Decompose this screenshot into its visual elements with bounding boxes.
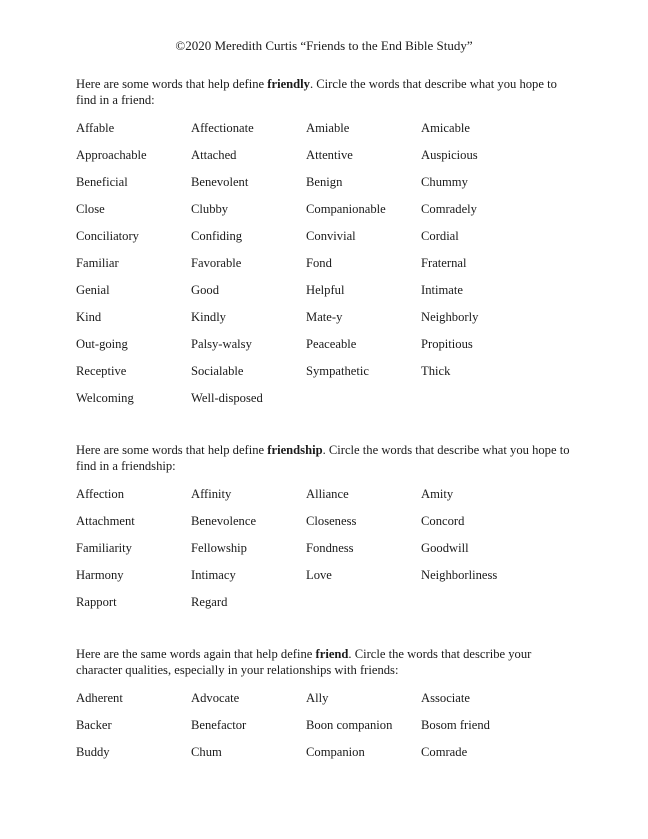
word-item[interactable]: Clubby <box>191 202 229 216</box>
word-item[interactable]: Associate <box>421 691 470 705</box>
word-item[interactable]: Attachment <box>76 514 135 528</box>
word-item[interactable]: Confiding <box>191 229 243 243</box>
intro-text: . Circle the words that describe your character qualities, especially in your relationships with friends: <box>76 647 532 677</box>
word-item[interactable]: Peaceable <box>306 337 357 351</box>
word-item[interactable]: Favorable <box>191 256 242 270</box>
intro-text: Here are the same words again that help define <box>76 647 316 661</box>
word-item[interactable]: Companionable <box>306 202 386 216</box>
word-item[interactable]: Intimate <box>421 283 463 297</box>
word-item[interactable]: Affectionate <box>191 121 254 135</box>
intro-text: . Circle the words that describe what you hope to find in a friendship: <box>76 443 570 473</box>
word-item[interactable]: Approachable <box>76 148 147 162</box>
word-item[interactable]: Neighborliness <box>421 568 498 582</box>
word-item[interactable]: Kind <box>76 310 102 324</box>
word-item[interactable]: Comrade <box>421 745 468 759</box>
word-item[interactable]: Attentive <box>306 148 353 162</box>
word-item[interactable]: Comradely <box>421 202 477 216</box>
word-item[interactable]: Boon companion <box>306 718 393 732</box>
word-item[interactable]: Closeness <box>306 514 357 528</box>
word-item[interactable]: Benevolence <box>191 514 257 528</box>
word-item[interactable]: Affection <box>76 487 125 501</box>
word-item[interactable]: Genial <box>76 283 110 297</box>
word-item[interactable]: Welcoming <box>76 391 134 405</box>
word-item[interactable]: Ally <box>306 691 329 705</box>
intro-keyword: friendship <box>267 443 323 457</box>
word-item[interactable]: Rapport <box>76 595 117 609</box>
word-item[interactable]: Cordial <box>421 229 459 243</box>
word-item[interactable]: Fraternal <box>421 256 467 270</box>
word-item[interactable]: Concord <box>421 514 465 528</box>
section-friend <box>76 646 576 771</box>
word-item[interactable]: Companion <box>306 745 365 759</box>
word-item[interactable]: Regard <box>191 595 228 609</box>
word-item[interactable]: Fondness <box>306 541 354 555</box>
word-item[interactable]: Receptive <box>76 364 127 378</box>
word-item[interactable]: Harmony <box>76 568 124 582</box>
word-item[interactable]: Amity <box>421 487 454 501</box>
word-item[interactable]: Affable <box>76 121 115 135</box>
word-item[interactable]: Intimacy <box>191 568 236 582</box>
intro-text: Here are some words that help define <box>76 77 268 91</box>
word-item[interactable]: Adherent <box>76 691 123 705</box>
page-header: ©2020 Meredith Curtis “Friends to the End Bible Study” <box>175 38 473 53</box>
section-friendly <box>76 76 576 417</box>
word-item[interactable]: Affinity <box>191 487 232 501</box>
word-grid <box>76 486 576 621</box>
word-item[interactable]: Familiar <box>76 256 119 270</box>
word-item[interactable]: Kindly <box>191 310 226 324</box>
word-item[interactable]: Chummy <box>421 175 468 189</box>
section-friendship <box>76 442 576 621</box>
word-item[interactable]: Buddy <box>76 745 110 759</box>
word-item[interactable]: Auspicious <box>421 148 478 162</box>
word-item[interactable]: Bosom friend <box>421 718 490 732</box>
word-item[interactable]: Neighborly <box>421 310 479 324</box>
intro-text: Here are some words that help define <box>76 443 268 457</box>
intro-text: . Circle the words that describe what you hope to find in a friend: <box>76 77 557 107</box>
word-item[interactable]: Fellowship <box>191 541 247 555</box>
word-item[interactable]: Close <box>76 202 105 216</box>
word-item[interactable]: Well-disposed <box>191 391 263 405</box>
word-item[interactable]: Amicable <box>421 121 470 135</box>
word-item[interactable]: Propitious <box>421 337 473 351</box>
word-item[interactable]: Attached <box>191 148 237 162</box>
word-item[interactable]: Chum <box>191 745 222 759</box>
word-grid <box>76 120 576 417</box>
word-item[interactable]: Alliance <box>306 487 349 501</box>
word-item[interactable]: Backer <box>76 718 112 732</box>
word-item[interactable]: Convivial <box>306 229 356 243</box>
word-item[interactable]: Thick <box>421 364 451 378</box>
word-item[interactable]: Advocate <box>191 691 240 705</box>
section-intro <box>76 76 576 108</box>
word-item[interactable]: Amiable <box>306 121 350 135</box>
word-item[interactable]: Helpful <box>306 283 345 297</box>
section-intro <box>76 442 576 474</box>
word-item[interactable]: Palsy-walsy <box>191 337 252 351</box>
word-item[interactable]: Sympathetic <box>306 364 369 378</box>
word-item[interactable]: Conciliatory <box>76 229 139 243</box>
word-item[interactable]: Out-going <box>76 337 128 351</box>
word-item[interactable]: Fond <box>306 256 332 270</box>
section-intro <box>76 646 576 678</box>
word-item[interactable]: Benevolent <box>191 175 249 189</box>
word-item[interactable]: Love <box>306 568 332 582</box>
intro-keyword: friend <box>315 647 349 661</box>
intro-keyword: friendly <box>267 77 310 91</box>
word-item[interactable]: Benign <box>306 175 343 189</box>
word-item[interactable]: Socialable <box>191 364 244 378</box>
word-item[interactable]: Benefactor <box>191 718 247 732</box>
word-item[interactable]: Mate-y <box>306 310 343 324</box>
word-item[interactable]: Familiarity <box>76 541 132 555</box>
word-item[interactable]: Goodwill <box>421 541 469 555</box>
word-item[interactable]: Beneficial <box>76 175 128 189</box>
word-grid <box>76 690 576 771</box>
word-item[interactable]: Good <box>191 283 219 297</box>
